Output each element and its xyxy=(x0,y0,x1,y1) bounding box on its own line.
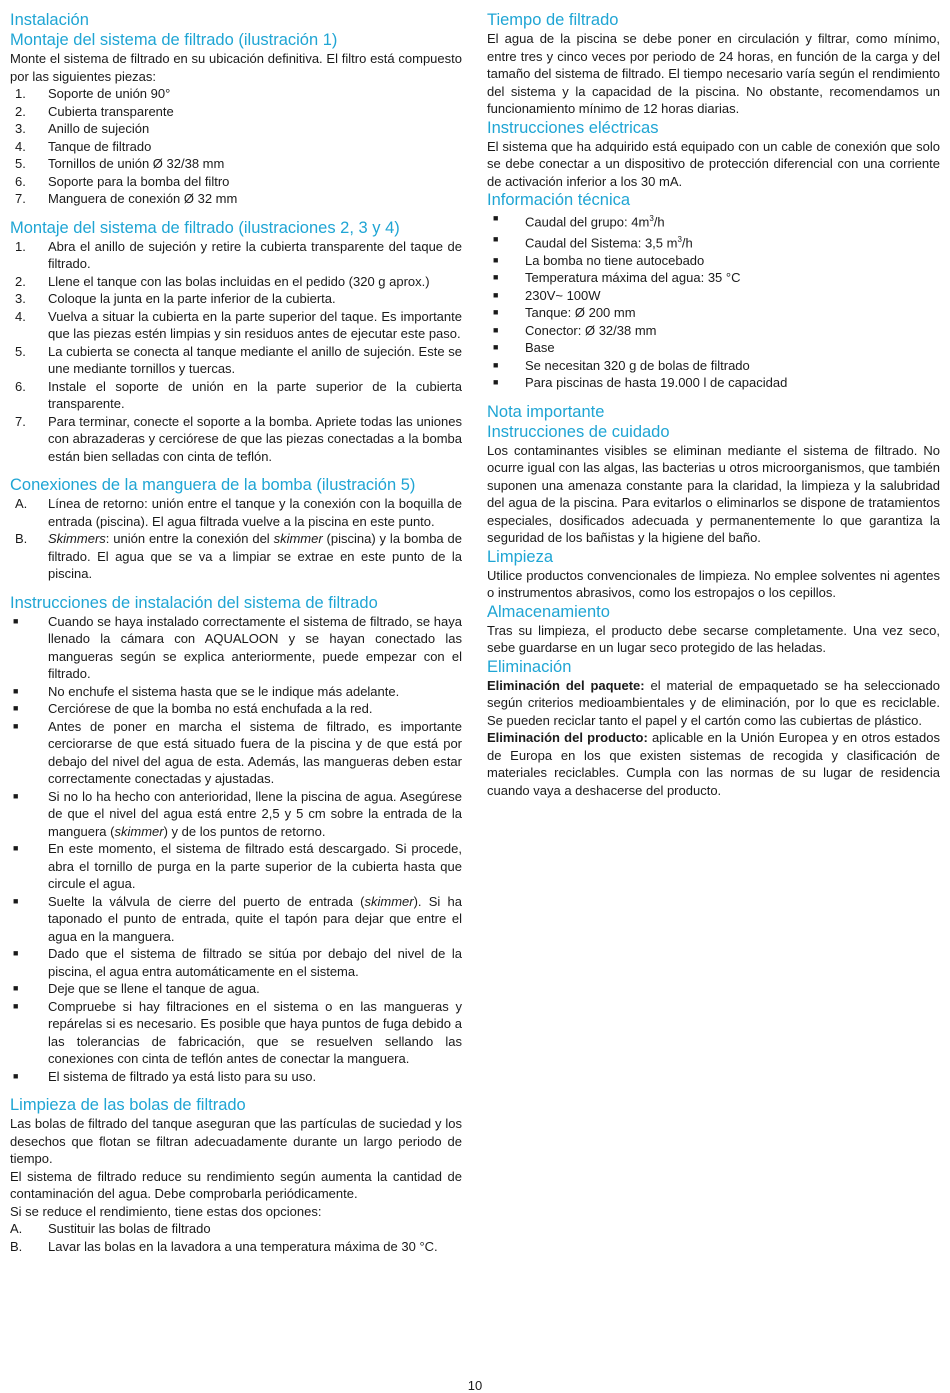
list-item: 2. Llene el tanque con las bolas incluidas en el pedido (320 g aprox.) xyxy=(15,273,430,289)
list-item: ■ Cerciórese de que la bomba no está enchufada a la red. xyxy=(13,701,373,716)
bullet-icon: ■ xyxy=(493,233,499,244)
eliminacion-heading: Eliminación xyxy=(487,657,572,676)
cuidado-text: Los contaminantes visibles se eliminan mediante el sistema de filtrado. No ocurre igual con las algas, las bacterias u otros microorganismos, que también suponen una amenaza constante para la claridad, la limpieza y la salubridad del agua de la piscina. Para evitarlos o eliminarlos se dispone de tratamientos especiales, dosificados adecuada y permanentemente lo que garantiza la seguridad de los bañistas y la higiene del baño. xyxy=(487,442,940,546)
limpieza-heading: Limpieza xyxy=(487,547,554,566)
bullet-icon: ■ xyxy=(13,615,19,626)
conexiones-heading: Conexiones de la manguera de la bomba (ilustración 5) xyxy=(10,476,416,494)
bullet-icon: ■ xyxy=(493,307,499,318)
list-item: 6. Instale el soporte de unión en la parte superior de la cubierta transparente. xyxy=(15,378,462,411)
list-item: ■ Antes de poner en marcha el sistema de filtrado, es importante cerciorarse de que está situado fuera de la piscina y de que está por debajo del nivel del agua de esta. Además, las mangueras deben estar correctamente conectadas y ajustadas. xyxy=(13,718,462,786)
list-item: B. Skimmers: unión entre la conexión del skimmer (piscina) y la bomba de filtrado. El agua que se va a limpiar se extrae en este punto de la piscina. xyxy=(15,531,462,581)
list-item: 1. Abra el anillo de sujeción y retire la cubierta transparente del taque de filtrado. xyxy=(15,238,462,271)
list-item: 2. Cubierta transparente xyxy=(15,103,174,119)
limpieza-bolas-p1: Las bolas de filtrado del tanque aseguran que las partículas de suciedad y los desechos que flotan se filtran adecuadamente durante un largo periodo de tiempo. xyxy=(10,1116,462,1166)
bullet-icon: ■ xyxy=(493,213,499,223)
montaje1-intro: Monte el sistema de filtrado en su ubicación definitiva. El filtro está compuesto por las siguientes piezas: xyxy=(10,51,462,84)
list-item: A. Sustituir las bolas de filtrado xyxy=(10,1221,211,1236)
almacenamiento-text: Tras su limpieza, el producto debe secarse completamente. Una vez seco, sebe guardarse en un lugar seco protegido de las heladas. xyxy=(487,622,940,656)
list-item: ■ Conector: Ø 32/38 mm xyxy=(493,322,657,338)
list-item: ■ Caudal del grupo: $4m^3/h$ xyxy=(487,210,940,231)
list-item: ■ Para piscinas de hasta 19.000 l de capacidad xyxy=(493,375,788,391)
bullet-icon: ■ xyxy=(13,895,19,906)
bullet-icon: ■ xyxy=(493,324,499,335)
list-item: ■ Temperatura máxima del agua: 35 °C xyxy=(493,270,741,286)
list-item: ■ Base xyxy=(493,340,555,356)
bullet-icon: ■ xyxy=(13,1070,19,1081)
left-column xyxy=(10,10,462,1255)
montaje2-heading: Montaje del sistema de filtrado (ilustraciones 2, 3 y 4) xyxy=(10,218,400,237)
list-item: 5. Tornillos de unión Ø 32/38 mm xyxy=(15,156,225,171)
list-item: ■ En este momento, el sistema de filtrado está descargado. Si procede, abra el tornillo de purga en la parte superior de la cubierta hasta que circule el agua. xyxy=(13,841,462,891)
electricas-text: El sistema que ha adquirido está equipado con un cable de conexión que solo se debe conectar a un dispositivo de protección diferencial con una corriente de activación inferior a los 30 mA. xyxy=(487,138,940,189)
list-item: ■ 230V~ 100W xyxy=(493,287,601,303)
list-item: ■ Tanque: Ø 200 mm xyxy=(493,305,636,321)
right-column xyxy=(487,10,940,799)
bullet-icon: ■ xyxy=(13,790,19,801)
limpieza-bolas-p3: Si se reduce el rendimiento, tiene estas dos opciones: xyxy=(10,1203,322,1219)
list-item: ■ Se necesitan 320 g de bolas de filtrado xyxy=(493,357,750,373)
piezas-list xyxy=(10,85,462,208)
list-item: ■ La bomba no tiene autocebado xyxy=(493,252,705,268)
conexiones-list xyxy=(10,495,462,583)
list-item: ■ Si no lo ha hecho con anterioridad, llene la piscina de agua. Asegúrese de que el nivel del agua está entre 2,5 y 5 cm sobre la entrada de la manguera (skimmer) y de los puntos de retorno. xyxy=(13,788,462,839)
list-item: ■ No enchufe el sistema hasta que se le indique más adelante. xyxy=(13,683,400,699)
nota-heading: Nota importante xyxy=(487,402,605,421)
bullet-icon: ■ xyxy=(493,359,499,370)
tiempo-text: El agua de la piscina se debe poner en circulación y filtrar, como mínimo, entre tres y cinco veces por periodo de 24 horas, en función de la carga y del tamaño del sistema de filtrado. El tiempo necesario varía según el rendimiento del sistema y la capacidad de la piscina. No obstante, recomendamos un funcionamiento mínimo de 12 horas diarias. xyxy=(487,31,940,116)
list-item: ■ Compruebe si hay filtraciones en el sistema o en las mangueras y repárelas si es necesario. Es posible que haya puntos de fuga debido a las tolerancias de fabricación, que se resuelven sellando las conexiones con cinta de teflón antes de conectar la manguera. xyxy=(13,998,462,1066)
cuidado-heading: Instrucciones de cuidado xyxy=(487,422,670,441)
limpieza-bolas-heading: Limpieza de las bolas de filtrado xyxy=(10,1096,246,1114)
bullet-icon: ■ xyxy=(493,289,499,300)
eliminacion-producto: Eliminación del producto: aplicable en la Unión Europea y en otros estados de Europa en los que existen sistemas de recogida y clasificación de materiales reciclables. Cumpla con las normas de su lugar de residencia cuando vaya a deshacerse del producto. xyxy=(487,730,940,798)
list-item: 7. Para terminar, conecte el soporte a la bomba. Apriete todas las uniones con abrazaderas y cerciórese de que las piezas conectadas a la bomba están bien selladas con cinta de teflón. xyxy=(15,413,462,464)
bullet-icon: ■ xyxy=(13,843,19,853)
list-item: B. Lavar las bolas en la lavadora a una temperatura máxima de 30 °C. xyxy=(10,1238,438,1254)
eliminacion-paquete: Eliminación del paquete: el material de empaquetado se ha seleccionado según criterios medioambientales y de eliminación, por lo que es reciclable. Se pueden reciclar tanto el papel y el cartón como las cubiertas de plástico. xyxy=(487,677,940,728)
bullet-icon: ■ xyxy=(13,1000,19,1011)
list-item: 4. Tanque de filtrado xyxy=(15,138,152,154)
limpieza-bolas-p2: El sistema de filtrado reduce su rendimiento según aumenta la cantidad de contaminación del agua. Debe comprobarla periódicamente. xyxy=(10,1168,462,1201)
bullet-icon: ■ xyxy=(493,254,499,265)
opciones-list xyxy=(10,1220,462,1255)
list-item: ■ Suelte la válvula de cierre del puerto de entrada (skimmer). Si ha taponado el punto de entrada, quite el tapón para dejar que entre el agua en la manguera. xyxy=(13,893,462,944)
instrucciones-list xyxy=(10,613,462,1086)
list-item: ■ Deje que se llene el tanque de agua. xyxy=(13,981,260,996)
bullet-icon: ■ xyxy=(493,377,499,388)
instalacion-heading: Instalación xyxy=(10,11,89,29)
montaje2-steps xyxy=(10,238,462,466)
limpieza-text: Utilice productos convencionales de limpieza. No emplee solventes ni agentes o instrumentos abrasivos, como los estropajos o los cepillos. xyxy=(487,567,940,601)
list-item: ■ Dado que el sistema de filtrado se sitúa por debajo del nivel de la piscina, el agua entra automáticamente en el sistema. xyxy=(13,946,462,979)
electricas-heading: Instrucciones eléctricas xyxy=(487,118,659,137)
bullet-icon: ■ xyxy=(493,342,499,353)
list-item: 4. Vuelva a situar la cubierta en la parte superior del taque. Es importante que las piezas estén limpias y sin residuos antes de ejecutar este paso. xyxy=(15,308,462,341)
list-item: ■ Cuando se haya instalado correctamente el sistema de filtrado, se haya llenado la cámara con AQUALOON y se hayan conectado las mangueras según se explica anteriormente, puede empezar con el filtrado. xyxy=(13,613,462,681)
list-item: 1. Soporte de unión 90° xyxy=(15,86,171,101)
bullet-icon: ■ xyxy=(13,983,19,993)
list-item: 3. Anillo de sujeción xyxy=(15,121,150,136)
bullet-icon: ■ xyxy=(13,948,19,958)
page-number: 10 xyxy=(467,1378,483,1393)
tiempo-heading: Tiempo de filtrado xyxy=(487,11,619,29)
almacenamiento-heading: Almacenamiento xyxy=(487,602,610,621)
bullet-icon: ■ xyxy=(13,703,19,713)
bullet-icon: ■ xyxy=(493,272,499,283)
list-item: 3. Coloque la junta en la parte inferior de la cubierta. xyxy=(15,291,336,306)
list-item: 5. La cubierta se conecta al tanque mediante el anillo de sujeción. Este se une mediante tornillos y tuercas. xyxy=(15,343,462,376)
list-item: ■ Caudal del Sistema: 3,5 $m^3/h$ xyxy=(487,231,940,252)
instrucciones-heading: Instrucciones de instalación del sistema de filtrado xyxy=(10,593,378,612)
list-item: 6. Soporte para la bomba del filtro xyxy=(15,173,230,189)
tecnica-heading: Información técnica xyxy=(487,191,631,209)
list-item: 7. Manguera de conexión Ø 32 mm xyxy=(15,191,238,206)
list-item: ■ El sistema de filtrado ya está listo para su uso. xyxy=(13,1068,317,1084)
list-item: A. Línea de retorno: unión entre el tanque y la conexión con la boquilla de entrada (piscina). El agua filtrada vuelve a la piscina en este punto. xyxy=(15,496,462,529)
tecnica-list xyxy=(487,210,940,392)
bullet-icon: ■ xyxy=(13,720,19,731)
bullet-icon: ■ xyxy=(13,685,19,696)
montaje1-heading: Montaje del sistema de filtrado (ilustración 1) xyxy=(10,31,338,49)
